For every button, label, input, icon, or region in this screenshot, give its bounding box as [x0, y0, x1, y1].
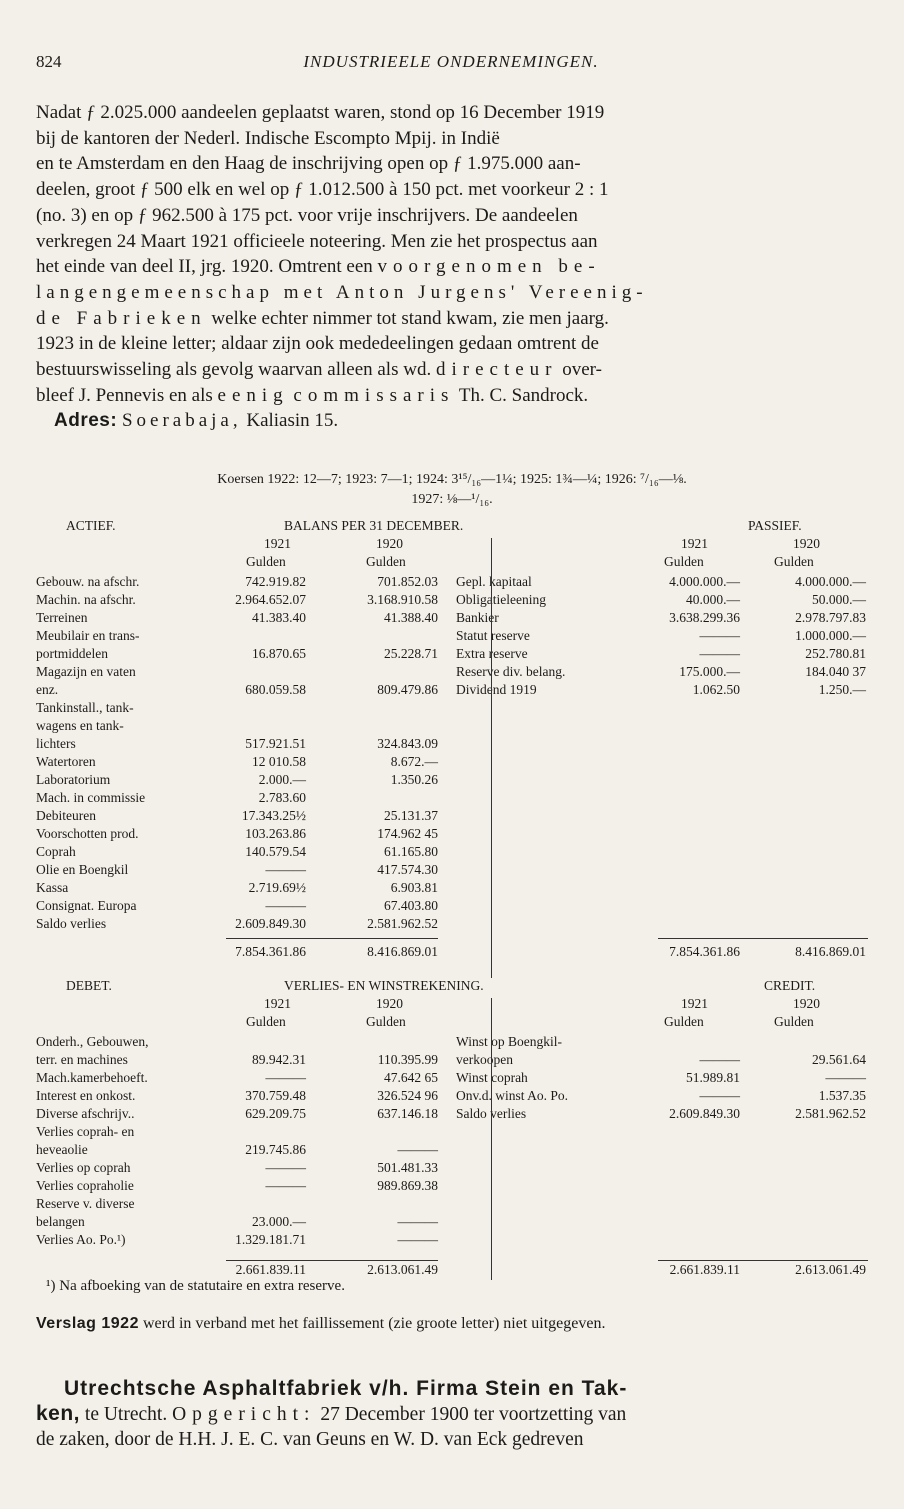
table-row	[36, 592, 868, 610]
row-value: 25.131.37	[384, 808, 438, 823]
row-value: ———	[265, 1178, 306, 1193]
row-value: 4.000.000.—	[795, 574, 866, 589]
text-line: ken, te Utrecht. Opgericht: 27 December 1900 ter voortzetting van	[36, 1402, 627, 1425]
row-value: ———	[397, 1232, 438, 1247]
row-value: 2.609.849.30	[235, 916, 306, 931]
pl-title: VERLIES- EN WINSTREKENING.	[284, 978, 484, 993]
row-value: 809.479.86	[377, 682, 438, 697]
table-row	[36, 862, 868, 880]
row-label: Statut reserve	[456, 628, 530, 643]
total-rule	[226, 1260, 438, 1261]
table-row	[36, 1052, 868, 1070]
row-label: Bankier	[456, 610, 499, 625]
row-value: ———	[699, 628, 740, 643]
table-row	[36, 736, 868, 754]
table-row	[36, 1124, 868, 1142]
table-row	[36, 718, 868, 736]
column-divider	[491, 538, 492, 978]
table-row	[36, 1106, 868, 1124]
pl-total-row: 2.661.839.11 2.613.061.49 2.661.839.11 2.613.061.49	[235, 1262, 866, 1277]
row-value: 2.964.652.07	[235, 592, 306, 607]
intro-paragraph	[36, 100, 868, 434]
row-label: Gebouw. na afschr.	[36, 574, 140, 589]
table-row	[36, 898, 868, 916]
row-value: 2.000.—	[258, 772, 306, 787]
row-value: 17.343.25½	[241, 808, 306, 823]
table-row	[36, 826, 868, 844]
row-label: Verlies coprah- en	[36, 1124, 135, 1139]
row-label: Voorschotten prod.	[36, 826, 139, 841]
table-row	[36, 754, 868, 772]
row-label: wagens en tank-	[36, 718, 124, 733]
row-label: Watertoren	[36, 754, 96, 769]
row-value: ———	[397, 1214, 438, 1229]
row-value: 50.000.—	[812, 592, 866, 607]
text-line: de Fabrieken welke echter nimmer tot stand kwam, zie men jaarg.	[36, 307, 609, 329]
row-value: 701.852.03	[377, 574, 438, 589]
row-value: 1.250.—	[818, 682, 866, 697]
row-value: 2.581.962.52	[795, 1106, 866, 1121]
row-label: portmiddelen	[36, 646, 108, 661]
text-line: het einde van deel II, jrg. 1920. Omtrent een voorgenomen be-	[36, 256, 601, 278]
row-label: Winst op Boengkil-	[456, 1034, 562, 1049]
row-label: Saldo verlies	[36, 916, 107, 931]
row-label: Mach.kamerbehoeft.	[36, 1070, 148, 1085]
table-row	[36, 1088, 868, 1106]
row-value: ———	[699, 1088, 740, 1103]
verslag-label: Verslag 1922	[36, 1315, 139, 1332]
row-value: 6.903.81	[390, 880, 438, 895]
row-value: ———	[699, 646, 740, 661]
row-value: 1.350.26	[390, 772, 438, 787]
footnote: ¹) Na afboeking van de statutaire en extra reserve.	[46, 1278, 345, 1294]
row-label: Verlies op coprah	[36, 1160, 131, 1175]
balance-total-row: 7.854.361.86 8.416.869.01 7.854.361.86 8.416.869.01	[235, 944, 866, 959]
row-label: Terreinen	[36, 610, 88, 625]
text-line: deelen, groot ƒ 500 elk en wel op ƒ 1.012.500 à 150 pct. met voorkeur 2 : 1	[36, 179, 609, 201]
debet-heading: DEBET.	[66, 978, 112, 993]
table-row	[36, 664, 868, 682]
row-value: 2.609.849.30	[669, 1106, 740, 1121]
row-value: ———	[265, 862, 306, 877]
row-value: 3.638.299.36	[669, 610, 740, 625]
table-row	[36, 1034, 868, 1052]
row-value: 51.989.81	[686, 1070, 740, 1085]
row-label: Meubilair en trans-	[36, 628, 140, 643]
company-heading: Utrechtsche Asphaltfabriek v/h. Firma Stein en Tak-	[64, 1377, 628, 1400]
row-value: 174.962 45	[377, 826, 438, 841]
row-value: 417.574.30	[377, 862, 438, 877]
row-label: Interest en onkost.	[36, 1088, 136, 1103]
row-value: 175.000.—	[679, 664, 740, 679]
row-label: Consignat. Europa	[36, 898, 137, 913]
text-line: bij de kantoren der Nederl. Indische Escompto Mpij. in Indië	[36, 127, 500, 149]
table-row	[36, 628, 868, 646]
row-value: 326.524 96	[377, 1088, 438, 1103]
row-value: 1.062.50	[692, 682, 740, 697]
table-row	[36, 1070, 868, 1088]
koersen: Koersen 1922: 12—7; 1923: 7—1; 1924: 3¹⁵/₁₆—1¼; 1925: 1¾—¼; 1926: ⁷/₁₆—⅛. 1927: ⅛—¹/₁₆.	[217, 472, 687, 507]
total-rule	[226, 938, 438, 939]
table-row	[36, 646, 868, 664]
next-entry	[36, 1376, 868, 1452]
text-line: bestuurswisseling als gevolg waarvan alleen als wd. directeur over-	[36, 359, 602, 381]
row-label: enz.	[36, 682, 59, 697]
row-value: 61.165.80	[384, 844, 438, 859]
row-label: Onderh., Gebouwen,	[36, 1034, 149, 1049]
row-value: 1.329.181.71	[235, 1232, 306, 1247]
page-number: 824	[36, 52, 62, 71]
row-label: lichters	[36, 736, 76, 751]
row-value: 110.395.99	[377, 1052, 438, 1067]
row-value: 16.870.65	[252, 646, 306, 661]
row-label: Extra reserve	[456, 646, 528, 661]
total-rule	[658, 938, 868, 939]
row-value: 29.561.64	[812, 1052, 866, 1067]
table-row	[36, 1142, 868, 1160]
row-value: 252.780.81	[805, 646, 866, 661]
row-label: verkoopen	[456, 1052, 513, 1067]
table-row	[36, 1178, 868, 1196]
table-row	[36, 790, 868, 808]
passief-heading: PASSIEF.	[748, 518, 802, 533]
row-value: 184.040 37	[805, 664, 866, 679]
text-line: bleef J. Pennevis en als eenig commissaris Th. C. Sandrock.	[36, 384, 589, 406]
row-value: ———	[825, 1070, 866, 1085]
row-value: 2.783.60	[258, 790, 306, 805]
row-value: 2.581.962.52	[367, 916, 438, 931]
row-value: 219.745.86	[245, 1142, 306, 1157]
row-value: 23.000.—	[252, 1214, 306, 1229]
row-label: Mach. in commissie	[36, 790, 146, 805]
row-label: Obligatieleening	[456, 592, 546, 607]
row-value: 2.978.797.83	[795, 610, 866, 625]
table-row	[36, 1214, 868, 1232]
row-value: 47.642 65	[384, 1070, 438, 1085]
row-label: Verlies Ao. Po.¹)	[36, 1232, 126, 1247]
row-value: 4.000.000.—	[669, 574, 740, 589]
row-value: ———	[699, 1052, 740, 1067]
row-value: 67.403.80	[384, 898, 438, 913]
row-label: Saldo verlies	[456, 1106, 527, 1121]
row-label: heveaolie	[36, 1142, 88, 1157]
row-value: 41.388.40	[384, 610, 438, 625]
row-value: 517.921.51	[245, 736, 306, 751]
text-line: Nadat ƒ 2.025.000 aandeelen geplaatst waren, stond op 16 December 1919	[36, 102, 605, 123]
row-label: Reserve v. diverse	[36, 1196, 135, 1211]
row-label: Gepl. kapitaal	[456, 574, 532, 589]
table-row	[36, 1196, 868, 1214]
row-value: 989.869.38	[377, 1178, 438, 1193]
row-value: ———	[265, 1070, 306, 1085]
text-line: langengemeenschap met Anton Jurgens' Vereenig-	[36, 281, 648, 303]
table-row	[36, 844, 868, 862]
page: 824 INDUSTRIEELE ONDERNEMINGEN. Nadat ƒ 2.025.000 aandeelen geplaatst waren, stond op 16 December 1919 bij de kantoren der Nederl. Indische Escompto Mpij. in Indië en te Amsterdam en den Haag de inschrijving open op ƒ 1.975.000 aan- deelen, groot ƒ 500 elk en wel op ƒ 1.012.500 à 150 pct. met voorkeur 2 : 1 (no. 3) en op ƒ 962.500 à 175 pct. voor vrije inschrijvers. De aandeelen verkregen 24 Maart 1921 officieele noteering. Men zie het prospectus aan het einde van deel II, jrg. 1920. Omtrent een voorgenomen be- langengemeenschap met Anton Jurgens' Vereenig- de Fabrieken welke echter nimmer tot stand kwam, zie men jaarg. 1923 in de kleine letter; aldaar zijn ook mededeelingen gedaan omtrent de bestuurswisseling als gevolg waarvan alleen als wd. directeur over- bleef J. Pennevis en als eenig commissaris Th. C. Sandrock. Adres: Soerabaja, Kaliasin 15. Koersen 1922: 12—7; 1923: 7—1; 1924: 3¹⁵/₁₆—1¼; 1925: 1¾—¼; 1926: ⁷/₁₆—⅛. 1927: ⅛—¹/₁₆. ACTIEF. BALANS PER 31 DECEMBER. PASSIEF. 1921 1920 1921 1920 Gulden Gulden Gulden Gulden Gebouw. na afschr. 742.919.82 701.852.03 Machin. na afschr. 2.964.652.07 3.168.910.58 Terreinen 41.383.40 41.388.40 Meubilair en trans- portmiddelen 16.870.65 25.228.71 Magazijn en vaten enz. 680.059.58 809.479.86 Tankinstall., tank- wagens en tank- lichters 517.921.51 324.843.09 Watertoren 12 010.58 8.672.— Laboratorium 2.000.— 1.350.26 Mach. in commissie 2.783.60 Debiteuren 17.343.25½ 25.131.37 Voorschotten prod. 103.263.86 174.962 45 Coprah 140.579.54 61.165.80 Olie en Boengkil ——— 417.574.30 Kassa 2.719.69½ 6.903.81 Consignat. Europa ——— 67.403.80 Saldo verlies 2.609.849.30 2.581.962.52 Gepl. kapitaal 4.000.000.— 4.000.000.— Obligatieleening 40.000.— 50.000.— Bankier 3.638.299.36 2.978.797.83 Statut reserve ——— 1.000.000.— Extra reserve ——— 252.780.81 Reserve div. belang. 175.000.— 184.040 37 Dividend 1919 1.062.50 1.250.— 7.854.361.86 8.416.869.01 7.854.361.86 8.416.869.01 DEBET. VERLIES- EN WINSTREKENING. CREDIT. 1921 1920 1921 1920 Gulden Gulden Gulden Gulden Onderh., Gebouwen, terr. en machines 89.942.31 110.395.99 Mach.kamerbehoeft. ——— 47.642 65 Interest en onkost. 370.759.48 326.524 96 Diverse afschrijv.. 629.209.75 637.146.18 Verlies coprah- en heveaolie 219.745.86 ——— Verlies op coprah ——— 501.481.33 Verlies copraholie ——— 989.869.38 Reserve v. diverse belangen 23.000.— ——— Verlies Ao. Po.¹) 1.329.181.71 ——— Winst op Boengkil- verkoopen ——— 29.561.64 Winst coprah 51.989.81 ——— Onv.d. winst Ao. Po. ——— 1.537.35 Saldo verlies 2.609.849.30 2.581.962.52 2.661.839.11 2.613.061.49 2.661.839.11 2.613.061.49 ¹) Na afboeking van de statutaire en extra reserve. Verslag 1922 werd in verband met het faillissement (zie groote letter) niet uitgegeven. Utrechtsche Asphaltfabriek v/h. Firma Stein en Tak- ken, te Utrecht. Opgericht: 27 December 1900 ter voortzetting van de zaken, door de H.H. J. E. C. van Geuns en W. D. van Eck gedreven	[36, 52, 866, 1450]
table-row	[36, 772, 868, 790]
row-value: ———	[397, 1142, 438, 1157]
text-line: de zaken, door de H.H. J. E. C. van Geuns en W. D. van Eck gedreven	[36, 1429, 584, 1450]
row-value: 324.843.09	[377, 736, 438, 751]
row-value: 41.383.40	[252, 610, 306, 625]
row-value: 89.942.31	[252, 1052, 306, 1067]
row-value: 25.228.71	[384, 646, 438, 661]
table-row	[36, 1232, 868, 1250]
row-value: ———	[265, 898, 306, 913]
row-label: Dividend 1919	[456, 682, 537, 697]
row-value: ———	[265, 1160, 306, 1175]
row-label: Tankinstall., tank-	[36, 700, 134, 715]
row-value: 12 010.58	[252, 754, 306, 769]
text-line: (no. 3) en op ƒ 962.500 à 175 pct. voor vrije inschrijvers. De aandeelen	[36, 204, 578, 226]
table-row	[36, 682, 868, 700]
row-value: 140.579.54	[245, 844, 306, 859]
total-rule	[658, 1260, 868, 1261]
address-line: Adres: Soerabaja, Kaliasin 15.	[54, 410, 339, 432]
table-row	[36, 610, 868, 628]
row-label: Debiteuren	[36, 808, 96, 823]
table-row	[36, 880, 868, 898]
row-value: 742.919.82	[245, 574, 306, 589]
row-label: Olie en Boengkil	[36, 862, 129, 877]
row-label: belangen	[36, 1214, 85, 1229]
row-value: 370.759.48	[245, 1088, 306, 1103]
row-label: terr. en machines	[36, 1052, 128, 1067]
balance-title: BALANS PER 31 DECEMBER.	[284, 518, 464, 533]
row-value: 103.263.86	[245, 826, 306, 841]
row-label: Diverse afschrijv..	[36, 1106, 135, 1121]
row-value: 2.719.69½	[248, 880, 306, 895]
column-divider	[491, 998, 492, 1280]
table-row	[36, 574, 868, 592]
row-value: 40.000.—	[686, 592, 740, 607]
row-label: Magazijn en vaten	[36, 664, 136, 679]
row-value: 3.168.910.58	[367, 592, 438, 607]
text-line: 1923 in de kleine letter; aldaar zijn ook mededeelingen gedaan omtrent de	[36, 333, 599, 355]
table-row	[36, 1160, 868, 1178]
row-label: Coprah	[36, 844, 76, 859]
row-value: 680.059.58	[245, 682, 306, 697]
table-row	[36, 916, 868, 934]
row-value: 637.146.18	[377, 1106, 438, 1121]
row-value: 629.209.75	[245, 1106, 306, 1121]
row-label: Machin. na afschr.	[36, 592, 136, 607]
table-row	[36, 808, 868, 826]
row-label: Winst coprah	[456, 1070, 528, 1085]
row-value: 1.000.000.—	[795, 628, 866, 643]
text-line: verkregen 24 Maart 1921 officieele noteering. Men zie het prospectus aan	[36, 230, 598, 252]
credit-heading: CREDIT.	[764, 978, 816, 993]
row-value: 501.481.33	[377, 1160, 438, 1175]
actief-heading: ACTIEF.	[66, 518, 116, 533]
row-label: Kassa	[36, 880, 69, 895]
table-row	[36, 700, 868, 718]
row-label: Onv.d. winst Ao. Po.	[456, 1088, 569, 1103]
row-label: Laboratorium	[36, 772, 111, 787]
text-line: en te Amsterdam en den Haag de inschrijving open op ƒ 1.975.000 aan-	[36, 153, 581, 175]
row-label: Verlies copraholie	[36, 1178, 134, 1193]
page-title: INDUSTRIEELE ONDERNEMINGEN.	[303, 52, 599, 71]
row-value: 1.537.35	[818, 1088, 866, 1103]
verslag-note: Verslag 1922 werd in verband met het faillissement (zie groote letter) niet uitgegeven.	[36, 1315, 606, 1332]
row-value: 8.672.—	[390, 754, 438, 769]
row-label: Reserve div. belang.	[456, 664, 566, 679]
